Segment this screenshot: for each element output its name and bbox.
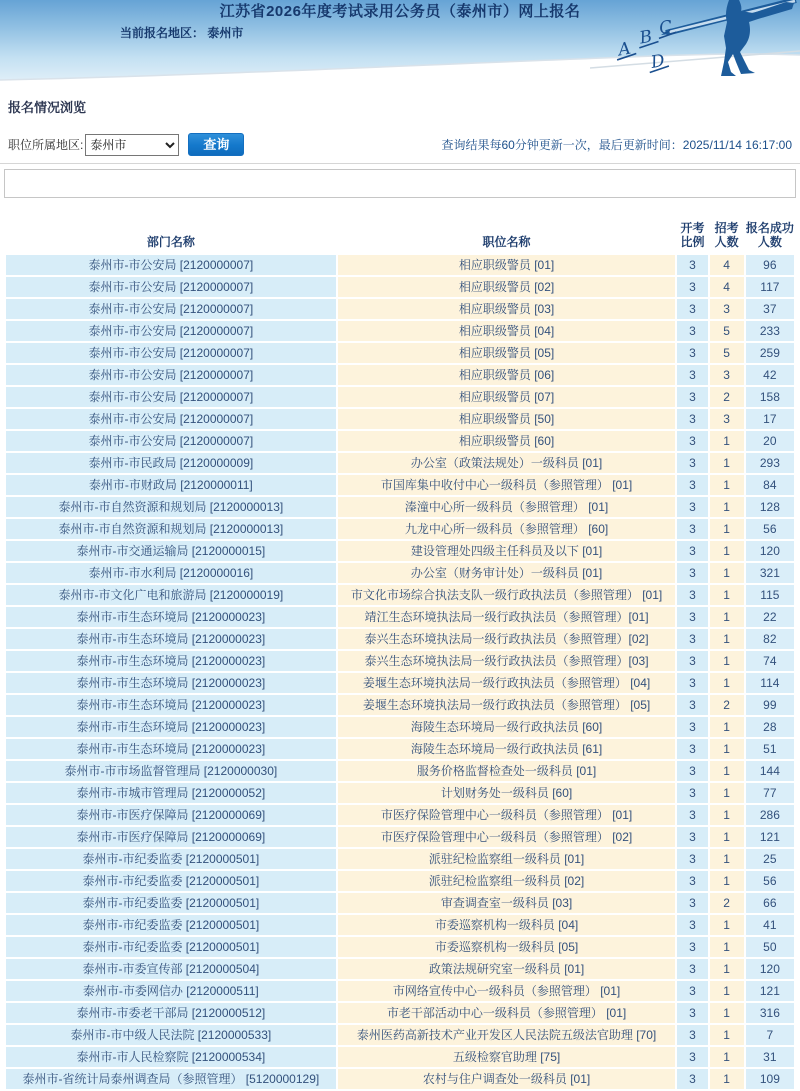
table-row [6, 717, 794, 737]
cell-dept: 泰州市-省统计局泰州调查局（参照管理） [5120000129] [6, 1069, 336, 1089]
cell-position: 相应职级警员 [03] [338, 299, 676, 319]
table-row [6, 915, 794, 935]
table-row [6, 629, 794, 649]
cell-openings: 2 [710, 387, 744, 407]
positions-tbody [6, 255, 794, 1089]
cell-position: 服务价格监督检查处一级科员 [01] [338, 761, 676, 781]
cell-ratio: 3 [677, 563, 707, 583]
table-row [6, 607, 794, 627]
cell-dept: 泰州市-市公安局 [2120000007] [6, 365, 336, 385]
current-area-label: 当前报名地区： [120, 26, 205, 40]
cell-ratio: 3 [677, 475, 707, 495]
cell-ratio: 3 [677, 497, 707, 517]
message-box [4, 169, 796, 198]
cell-success: 51 [746, 739, 794, 759]
cell-success: 233 [746, 321, 794, 341]
table-row [6, 739, 794, 759]
cell-success: 56 [746, 519, 794, 539]
table-row [6, 1003, 794, 1023]
cell-success: 66 [746, 893, 794, 913]
cell-openings: 1 [710, 783, 744, 803]
table-row [6, 981, 794, 1001]
cell-success: 17 [746, 409, 794, 429]
cell-success: 286 [746, 805, 794, 825]
table-header-row [6, 219, 794, 253]
table-row [6, 1069, 794, 1089]
cell-position: 泰州医药高新技术产业开发区人民法院五级法官助理 [70] [338, 1025, 676, 1045]
abc-doodle [611, 17, 682, 79]
cell-dept: 泰州市-市委网信办 [2120000511] [6, 981, 336, 1001]
cell-ratio: 3 [677, 783, 707, 803]
cell-dept: 泰州市-市文化广电和旅游局 [2120000019] [6, 585, 336, 605]
cell-success: 96 [746, 255, 794, 275]
cell-position: 市国库集中收付中心一级科员（参照管理） [01] [338, 475, 676, 495]
cell-position: 泰兴生态环境执法局一级行政执法员（参照管理）[03] [338, 651, 676, 671]
current-area [120, 24, 243, 41]
cell-success: 77 [746, 783, 794, 803]
cell-success: 42 [746, 365, 794, 385]
cell-ratio: 3 [677, 1025, 707, 1045]
cell-position: 海陵生态环境局一级行政执法员 [60] [338, 717, 676, 737]
cell-ratio: 3 [677, 739, 707, 759]
table-row [6, 299, 794, 319]
cell-success: 82 [746, 629, 794, 649]
column-header-exam-ratio: 开考比例 [677, 219, 707, 253]
cell-dept: 泰州市-市纪委监委 [2120000501] [6, 871, 336, 891]
cell-openings: 1 [710, 937, 744, 957]
cell-success: 25 [746, 849, 794, 869]
table-row [6, 409, 794, 429]
cell-ratio: 3 [677, 651, 707, 671]
cell-position: 靖江生态环境执法局一级行政执法员（参照管理）[01] [338, 607, 676, 627]
table-row [6, 959, 794, 979]
cell-position: 姜堰生态环境执法局一级行政执法员（参照管理） [04] [338, 673, 676, 693]
cell-dept: 泰州市-市纪委监委 [2120000501] [6, 893, 336, 913]
cell-openings: 1 [710, 651, 744, 671]
cell-dept: 泰州市-市公安局 [2120000007] [6, 255, 336, 275]
divider-line [0, 163, 800, 164]
table-row [6, 321, 794, 341]
cell-openings: 1 [710, 1069, 744, 1089]
cell-position: 姜堰生态环境执法局一级行政执法员（参照管理） [05] [338, 695, 676, 715]
table-row [6, 255, 794, 275]
cell-openings: 1 [710, 915, 744, 935]
cell-ratio: 3 [677, 717, 707, 737]
cell-position: 相应职级警员 [07] [338, 387, 676, 407]
cell-dept: 泰州市-市自然资源和规划局 [2120000013] [6, 519, 336, 539]
cell-position: 相应职级警员 [50] [338, 409, 676, 429]
table-row [6, 431, 794, 451]
cell-openings: 1 [710, 519, 744, 539]
cell-openings: 1 [710, 805, 744, 825]
cell-position: 相应职级警员 [05] [338, 343, 676, 363]
table-row [6, 387, 794, 407]
table-row [6, 783, 794, 803]
cell-openings: 1 [710, 585, 744, 605]
cell-openings: 1 [710, 1047, 744, 1067]
column-header-successful-applicants: 报名成功人数 [746, 219, 794, 253]
cell-ratio: 3 [677, 299, 707, 319]
region-select-label: 职位所属地区: [8, 138, 84, 152]
cell-ratio: 3 [677, 827, 707, 847]
cell-dept: 泰州市-市生态环境局 [2120000023] [6, 673, 336, 693]
svg-text:A: A [616, 38, 633, 61]
cell-position: 市医疗保险管理中心一级科员（参照管理） [02] [338, 827, 676, 847]
cell-success: 28 [746, 717, 794, 737]
table-row [6, 805, 794, 825]
cell-ratio: 3 [677, 343, 707, 363]
cell-ratio: 3 [677, 695, 707, 715]
cell-dept: 泰州市-市医疗保障局 [2120000069] [6, 805, 336, 825]
table-row [6, 673, 794, 693]
page-title: 江苏省2026年度考试录用公务员（泰州市）网上报名 [219, 3, 581, 20]
cell-openings: 5 [710, 343, 744, 363]
cell-position: 派驻纪检监察组一级科员 [02] [338, 871, 676, 891]
cell-openings: 2 [710, 695, 744, 715]
query-toolbar [8, 133, 792, 156]
cell-dept: 泰州市-市生态环境局 [2120000023] [6, 695, 336, 715]
cell-dept: 泰州市-市公安局 [2120000007] [6, 343, 336, 363]
cell-position: 市网络宣传中心一级科员（参照管理） [01] [338, 981, 676, 1001]
cell-dept: 泰州市-市纪委监委 [2120000501] [6, 937, 336, 957]
cell-ratio: 3 [677, 937, 707, 957]
cell-success: 115 [746, 585, 794, 605]
cell-position: 相应职级警员 [02] [338, 277, 676, 297]
cell-dept: 泰州市-市民政局 [2120000009] [6, 453, 336, 473]
table-row [6, 695, 794, 715]
cell-openings: 1 [710, 607, 744, 627]
cell-openings: 4 [710, 277, 744, 297]
cell-openings: 1 [710, 761, 744, 781]
cell-openings: 1 [710, 453, 744, 473]
cell-position: 办公室（财务审计处）一级科员 [01] [338, 563, 676, 583]
cell-ratio: 3 [677, 607, 707, 627]
cell-position: 五级检察官助理 [75] [338, 1047, 676, 1067]
cell-dept: 泰州市-市公安局 [2120000007] [6, 387, 336, 407]
update-note: 查询结果每60分钟更新一次，最后更新时间：2025/11/14 16:17:00 [441, 138, 792, 152]
svg-text:C: C [657, 17, 674, 39]
table-row [6, 563, 794, 583]
cell-ratio: 3 [677, 585, 707, 605]
cell-success: 293 [746, 453, 794, 473]
table-row [6, 585, 794, 605]
cell-openings: 1 [710, 497, 744, 517]
cell-dept: 泰州市-市医疗保障局 [2120000069] [6, 827, 336, 847]
cell-openings: 1 [710, 475, 744, 495]
svg-text:B: B [638, 26, 654, 49]
cell-ratio: 3 [677, 1069, 707, 1089]
cell-ratio: 3 [677, 277, 707, 297]
cell-success: 144 [746, 761, 794, 781]
cell-position: 派驻纪检监察组一级科员 [01] [338, 849, 676, 869]
cell-ratio: 3 [677, 761, 707, 781]
cell-openings: 3 [710, 409, 744, 429]
cell-dept: 泰州市-市市场监督管理局 [2120000030] [6, 761, 336, 781]
cell-ratio: 3 [677, 915, 707, 935]
section-title-browse: 报名情况浏览 [8, 100, 87, 115]
column-header-openings: 招考人数 [710, 219, 744, 253]
cell-success: 158 [746, 387, 794, 407]
cell-dept: 泰州市-市生态环境局 [2120000023] [6, 651, 336, 671]
cell-dept: 泰州市-市生态环境局 [2120000023] [6, 607, 336, 627]
cell-position: 市文化市场综合执法支队一级行政执法员（参照管理） [01] [338, 585, 676, 605]
cell-success: 41 [746, 915, 794, 935]
cell-success: 121 [746, 827, 794, 847]
table-row [6, 475, 794, 495]
cell-dept: 泰州市-市公安局 [2120000007] [6, 321, 336, 341]
table-row [6, 541, 794, 561]
cell-position: 市委巡察机构一级科员 [05] [338, 937, 676, 957]
cell-success: 22 [746, 607, 794, 627]
cell-ratio: 3 [677, 387, 707, 407]
cell-openings: 1 [710, 871, 744, 891]
cell-openings: 1 [710, 431, 744, 451]
table-row [6, 937, 794, 957]
cell-openings: 1 [710, 563, 744, 583]
cell-success: 99 [746, 695, 794, 715]
cell-position: 相应职级警员 [60] [338, 431, 676, 451]
table-row [6, 651, 794, 671]
cell-dept: 泰州市-市委宣传部 [2120000504] [6, 959, 336, 979]
cell-success: 56 [746, 871, 794, 891]
table-row [6, 343, 794, 363]
cell-ratio: 3 [677, 409, 707, 429]
table-row [6, 893, 794, 913]
cell-dept: 泰州市-市生态环境局 [2120000023] [6, 717, 336, 737]
cell-position: 农村与住户调查处一级科员 [01] [338, 1069, 676, 1089]
cell-dept: 泰州市-市人民检察院 [2120000534] [6, 1047, 336, 1067]
cell-ratio: 3 [677, 453, 707, 473]
cell-ratio: 3 [677, 959, 707, 979]
cell-openings: 1 [710, 717, 744, 737]
cell-position: 相应职级警员 [06] [338, 365, 676, 385]
cell-position: 溱潼中心所一级科员（参照管理） [01] [338, 497, 676, 517]
cell-ratio: 3 [677, 629, 707, 649]
table-row [6, 761, 794, 781]
table-row [6, 1025, 794, 1045]
table-row [6, 453, 794, 473]
cell-position: 审查调查室一级科员 [03] [338, 893, 676, 913]
cell-success: 121 [746, 981, 794, 1001]
cell-dept: 泰州市-市交通运输局 [2120000015] [6, 541, 336, 561]
cell-success: 316 [746, 1003, 794, 1023]
cell-position: 相应职级警员 [04] [338, 321, 676, 341]
cell-ratio: 3 [677, 431, 707, 451]
cell-success: 321 [746, 563, 794, 583]
cell-dept: 泰州市-市纪委监委 [2120000501] [6, 849, 336, 869]
cell-openings: 1 [710, 827, 744, 847]
cell-ratio: 3 [677, 871, 707, 891]
cell-ratio: 3 [677, 849, 707, 869]
cell-success: 120 [746, 541, 794, 561]
cell-ratio: 3 [677, 1047, 707, 1067]
cell-dept: 泰州市-市公安局 [2120000007] [6, 431, 336, 451]
cell-ratio: 3 [677, 1003, 707, 1023]
cell-openings: 3 [710, 299, 744, 319]
current-area-value: 泰州市 [207, 26, 244, 40]
cell-position: 海陵生态环境局一级行政执法员 [61] [338, 739, 676, 759]
cell-dept: 泰州市-市水利局 [2120000016] [6, 563, 336, 583]
cell-dept: 泰州市-市中级人民法院 [2120000533] [6, 1025, 336, 1045]
cell-position: 相应职级警员 [01] [338, 255, 676, 275]
cell-openings: 1 [710, 981, 744, 1001]
cell-openings: 5 [710, 321, 744, 341]
cell-position: 泰兴生态环境执法局一级行政执法员（参照管理）[02] [338, 629, 676, 649]
cell-success: 114 [746, 673, 794, 693]
cell-ratio: 3 [677, 365, 707, 385]
cell-success: 120 [746, 959, 794, 979]
table-row [6, 827, 794, 847]
cell-dept: 泰州市-市财政局 [2120000011] [6, 475, 336, 495]
cell-openings: 1 [710, 849, 744, 869]
column-header-position: 职位名称 [338, 219, 676, 253]
cell-success: 117 [746, 277, 794, 297]
cell-dept: 泰州市-市纪委监委 [2120000501] [6, 915, 336, 935]
cell-position: 办公室（政策法规处）一级科员 [01] [338, 453, 676, 473]
cell-dept: 泰州市-市生态环境局 [2120000023] [6, 739, 336, 759]
cell-dept: 泰州市-市生态环境局 [2120000023] [6, 629, 336, 649]
table-row [6, 365, 794, 385]
cell-success: 128 [746, 497, 794, 517]
cell-openings: 4 [710, 255, 744, 275]
cell-openings: 1 [710, 1003, 744, 1023]
page-header-banner [0, 0, 800, 88]
cell-dept: 泰州市-市公安局 [2120000007] [6, 277, 336, 297]
cell-success: 74 [746, 651, 794, 671]
cell-position: 市医疗保险管理中心一级科员（参照管理） [01] [338, 805, 676, 825]
cell-openings: 1 [710, 1025, 744, 1045]
cell-position: 计划财务处一级科员 [60] [338, 783, 676, 803]
cell-openings: 1 [710, 959, 744, 979]
cell-ratio: 3 [677, 893, 707, 913]
table-row [6, 849, 794, 869]
search-button[interactable]: 查询 [188, 133, 244, 156]
cell-ratio: 3 [677, 255, 707, 275]
cell-success: 37 [746, 299, 794, 319]
cell-ratio: 3 [677, 541, 707, 561]
cell-ratio: 3 [677, 519, 707, 539]
cell-success: 109 [746, 1069, 794, 1089]
cell-openings: 1 [710, 629, 744, 649]
positions-table-container [4, 217, 796, 1091]
cell-ratio: 3 [677, 805, 707, 825]
table-row [6, 1047, 794, 1067]
cell-position: 九龙中心所一级科员（参照管理） [60] [338, 519, 676, 539]
svg-text:D: D [649, 50, 667, 73]
cell-dept: 泰州市-市公安局 [2120000007] [6, 299, 336, 319]
cell-dept: 泰州市-市公安局 [2120000007] [6, 409, 336, 429]
cell-success: 20 [746, 431, 794, 451]
cell-openings: 1 [710, 541, 744, 561]
cell-openings: 1 [710, 673, 744, 693]
table-row [6, 277, 794, 297]
cell-dept: 泰州市-市自然资源和规划局 [2120000013] [6, 497, 336, 517]
cell-success: 259 [746, 343, 794, 363]
cell-position: 市老干部活动中心一级科员（参照管理） [01] [338, 1003, 676, 1023]
cell-ratio: 3 [677, 981, 707, 1001]
table-row [6, 871, 794, 891]
cell-openings: 3 [710, 365, 744, 385]
cell-success: 84 [746, 475, 794, 495]
cell-position: 市委巡察机构一级科员 [04] [338, 915, 676, 935]
cell-ratio: 3 [677, 673, 707, 693]
cell-openings: 2 [710, 893, 744, 913]
region-select[interactable] [85, 134, 179, 156]
cell-success: 31 [746, 1047, 794, 1067]
cell-openings: 1 [710, 739, 744, 759]
cell-success: 50 [746, 937, 794, 957]
column-header-department: 部门名称 [6, 219, 336, 253]
cell-position: 建设管理处四级主任科员及以下 [01] [338, 541, 676, 561]
table-row [6, 497, 794, 517]
table-row [6, 519, 794, 539]
cell-dept: 泰州市-市城市管理局 [2120000052] [6, 783, 336, 803]
cell-success: 7 [746, 1025, 794, 1045]
cell-dept: 泰州市-市委老干部局 [2120000512] [6, 1003, 336, 1023]
cell-position: 政策法规研究室一级科员 [01] [338, 959, 676, 979]
positions-table [4, 217, 796, 1091]
cell-ratio: 3 [677, 321, 707, 341]
